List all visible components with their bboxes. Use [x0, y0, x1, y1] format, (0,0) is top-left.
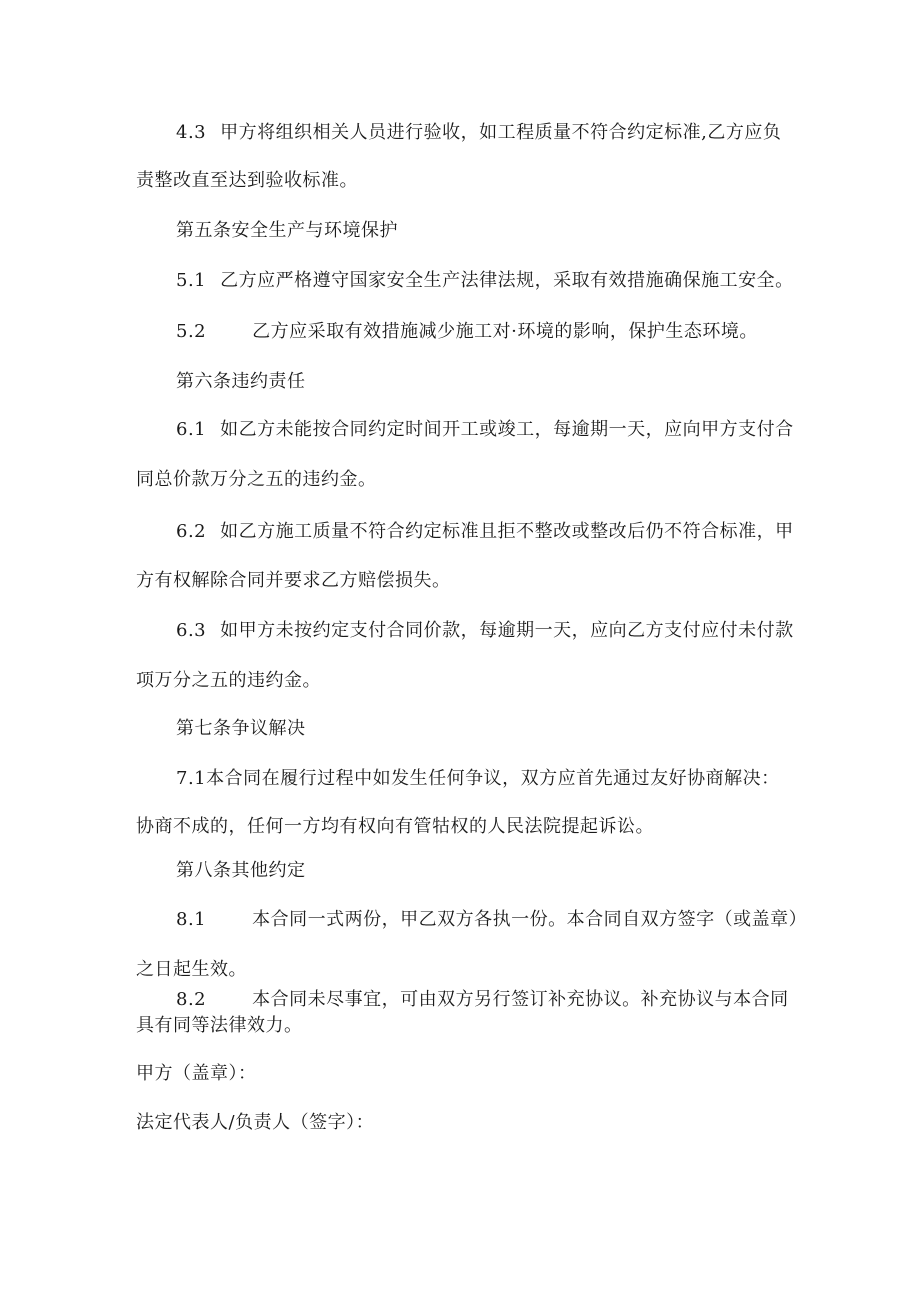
clause-number: 8.1	[176, 909, 207, 930]
clause-text: 乙方应采取有效措施减少施工对·环境的影响，保护生态环境。	[252, 321, 758, 342]
clause-number: 4.3	[176, 122, 207, 143]
clause-text: 如乙方未能按合同约定时间开工或竣工，每逾期一天，应向甲方支付合	[220, 419, 794, 440]
clause-number: 5.1	[176, 270, 207, 291]
article-6-heading: 第六条违约责任	[176, 371, 306, 392]
clause-6-2-line-1	[176, 520, 794, 544]
clause-text: 如乙方施工质量不符合约定标准且拒不整改或整改后仍不符合标准，甲	[220, 521, 794, 542]
clause-8-1-line-1	[176, 908, 807, 932]
clause-text: 本合同未尽事宜，可由双方另行签订补充协议。补充协议与本合同	[252, 989, 789, 1010]
clause-text: 甲方将组织相关人员进行验收，如工程质量不符合约定标准,乙方应负	[220, 122, 782, 143]
signature-legal-representative: 法定代表人/负责人（签字）：	[136, 1112, 375, 1133]
article-5-heading: 第五条安全生产与环境保护	[176, 220, 398, 241]
clause-number: 6.1	[176, 419, 207, 440]
article-7-heading: 第七条争议解决	[176, 718, 306, 739]
clause-8-1-line-2: 之日起生效。	[136, 959, 247, 980]
clause-6-3-line-2: 项万分之五的违约金。	[136, 670, 321, 691]
clause-6-3-line-1	[176, 619, 794, 643]
clause-5-2	[176, 320, 758, 344]
clause-6-1-line-2: 同总价款万分之五的违约金。	[136, 469, 377, 490]
clause-7-1-line-2: 协商不成的，任何一方均有权向有管牯权的人民法院提起诉讼。	[136, 816, 654, 837]
clause-8-2-line-2: 具有同等法律效力。	[136, 1015, 303, 1036]
clause-8-2-line-1	[176, 988, 789, 1012]
clause-text: 乙方应严格遵守国家安全生产法律法规，采取有效措施确保施工安全。	[220, 270, 794, 291]
clause-number: 5.2	[176, 321, 207, 342]
clause-number: 6.3	[176, 620, 207, 641]
clause-number: 6.2	[176, 521, 207, 542]
clause-6-1-line-1	[176, 418, 794, 442]
clause-number: 7.1	[176, 768, 207, 789]
clause-text: 本合同一式两份，甲乙双方各执一份。本合同自双方签字（或盖章）	[252, 909, 808, 930]
clause-number: 8.2	[176, 989, 207, 1010]
article-8-heading: 第八条其他约定	[176, 860, 306, 881]
clause-text: 本合同在履行过程中如发生任何争议，双方应首先通过友好协商解决：	[206, 768, 780, 789]
clause-4-3-line-1	[176, 121, 781, 145]
clause-7-1-line-1	[176, 767, 780, 791]
clause-text: 如甲方未按约定支付合同价款，每逾期一天，应向乙方支付应付未付款	[220, 620, 794, 641]
clause-6-2-line-2: 方有权解除合同并要求乙方赔偿损失。	[136, 570, 451, 591]
signature-party-a: 甲方（盖章）：	[136, 1063, 257, 1084]
clause-5-1	[176, 269, 794, 293]
clause-4-3-line-2: 责整改直至达到验收标准。	[136, 170, 358, 191]
